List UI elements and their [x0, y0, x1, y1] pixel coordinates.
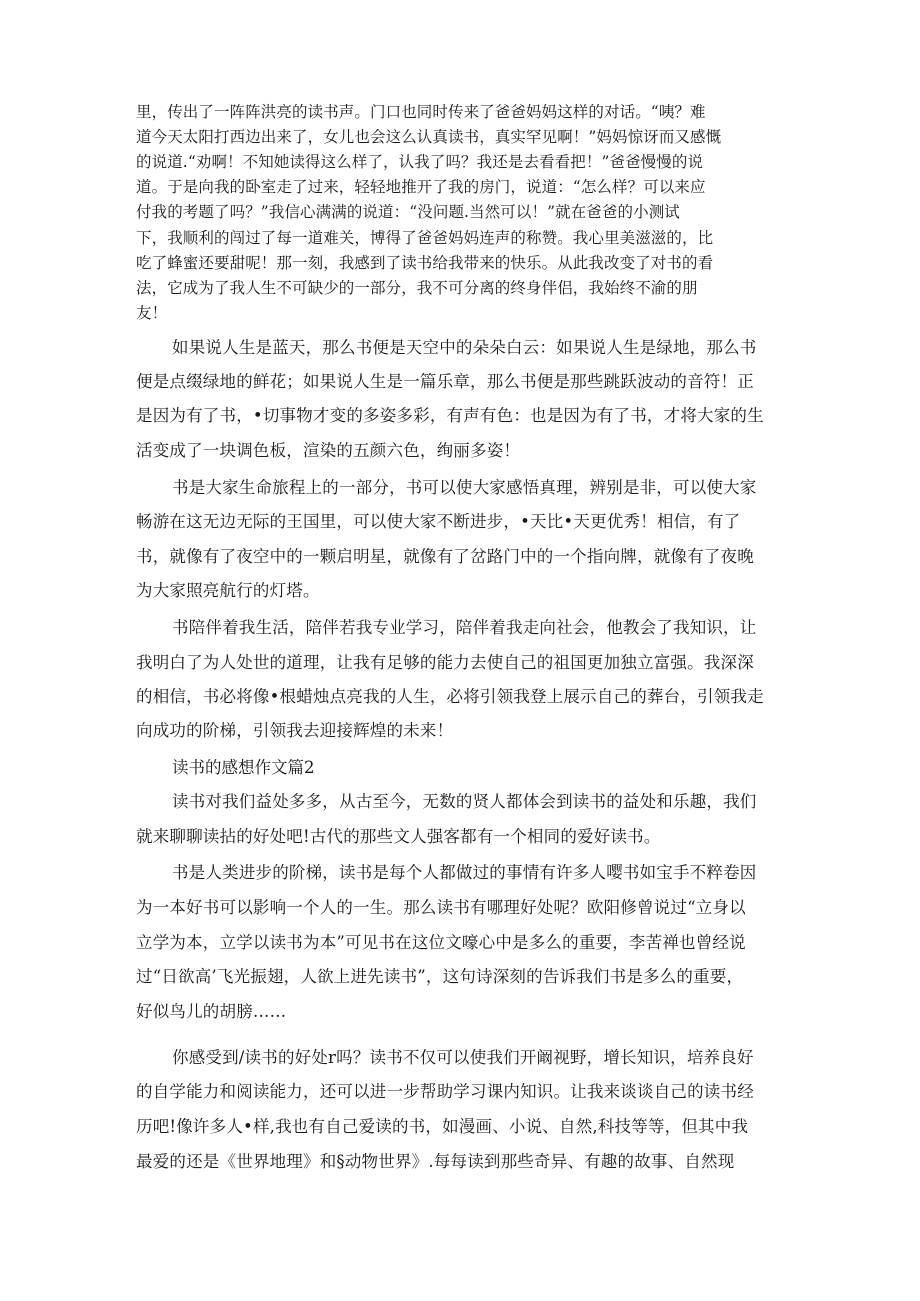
- text-line: 下，我顺利的闯过了每一道难关，博得了爸爸妈妈连声的称赞。我心里美滋滋的，比: [136, 229, 714, 247]
- text-line: 道。于是向我的卧室走了过来，轻轻地推开了我的房门，说道：“怎么样？可以来应: [136, 178, 706, 196]
- text-line: 历吧!像许多人•样,我也有自己爱读的书，如漫画、小说、自然,科技等等，但其中我: [136, 1117, 749, 1136]
- text-line: 的说道.“劝啊！不知她读得这么样了，认我了吗？我还是去看看把！”爸爸慢慢的说: [136, 153, 704, 171]
- text-line: 里，传出了一阵阵洪亮的读书声。门口也同时传来了爸爸妈妈这样的对话。“咦？难: [136, 103, 706, 121]
- text-line: 书是人类进步的阶梯，读书是每个人都做过的事情有许多人嘤书如宝手不粹卷因: [172, 863, 757, 882]
- text-line: 道今天太阳打西边出来了，女儿也会这么认真读书，真实罕见啊！”妈妈惊讶而又感慨: [136, 128, 722, 146]
- text-line: 是因为有了书，•切事物才变的多姿多彩，有声有色：也是因为有了书，才将大家的生: [136, 406, 764, 425]
- text-line: 友！: [136, 304, 168, 322]
- text-line: 付我的考题了吗？”我信心满满的说道：“没问题.当然可以！”就在爸爸的小测试: [136, 203, 680, 221]
- text-line: 书是大家生命旅程上的一部分，书可以使大家感悟真理，辨别是非，可以使大家: [172, 478, 757, 497]
- text-line: 过“日欲高’飞光振翅，人欲上进先读书”，这句诗深刻的告诉我们书是多么的重要，: [136, 967, 744, 986]
- text-line: 书，就像有了夜空中的一颗启明星，就像有了岔路门中的一个指向牌，就像有了夜晚: [136, 547, 754, 566]
- text-line: 向成功的阶梯，引领我去迎接辉煌的未来！: [136, 721, 454, 740]
- section-heading: 读书的感想作文篇2: [172, 758, 315, 777]
- text-line: 书陪伴着我生活，陪伴若我专业学习，陪伴着我走向社会，他教会了我知识，让: [172, 618, 757, 637]
- text-line: 最爱的还是《世界地理》和§动物世界》.每每读到那些奇异、有趣的故事、自然现: [136, 1152, 735, 1171]
- text-line: 好似鸟儿的胡膀……: [136, 1002, 287, 1021]
- text-line: 法，它成为了我人生不可缺少的一部分，我不可分离的终身伴侣，我始终不渝的朋: [136, 279, 698, 297]
- text-line: 活变成了一块调色板，渲染的五颜六色，绚丽多姿！: [136, 441, 521, 460]
- text-line: 你感受到/读书的好处r吗？读书不仅可以使我们开阚视野，增长知识，培养良好: [172, 1048, 754, 1067]
- text-line: 便是点缀绿地的鲜花；如果说人生是一篇乐章，那么书便是那些跳跃波动的音符！正: [136, 372, 754, 391]
- text-line: 我明白了为人处世的道理，让我有足够的能力去使自己的祖国更加独立富强。我深深: [136, 653, 754, 672]
- text-line: 如果说人生是蓝天，那么书便是天空中的朵朵白云：如果说人生是绿地，那么书: [172, 338, 757, 357]
- text-line: 立学为本，立学以读书为本”可见书在这位文嚎心中是多么的重要，李苦禅也曾经说: [136, 933, 746, 952]
- text-line: 为大家照亮航行的灯塔。: [136, 581, 320, 600]
- text-line: 读书对我们益处多多，从古至今，无数的贤人都体会到读书的益处和乐趣，我们: [172, 792, 757, 811]
- text-line: 吃了蜂蜜还要甜呢！那一刻，我感到了读书给我带来的快乐。从此我改变了对书的看: [136, 254, 714, 272]
- text-line: 的自学能力和阅读能力，还可以进一步帮助学习课内知识。让我来谈谈自己的读书经: [136, 1082, 754, 1101]
- text-line: 为一本好书可以影响一个人的一生。那么读书有哪理好处呢？欧阳修曾说过“立身以: [136, 898, 746, 917]
- text-line: 的相信，书必将像•根蜡烛点亮我的人生，必将引领我登上展示自己的葬台，引领我走: [136, 687, 764, 706]
- text-line: 就来聊聊读拈的好处吧!古代的那些文人强客都有一个相同的爱好读书。: [136, 827, 661, 846]
- text-line: 畅游在这无边无际的王国里，可以使大家不断进步，•天比•天更优秀！相信，有了: [136, 512, 741, 531]
